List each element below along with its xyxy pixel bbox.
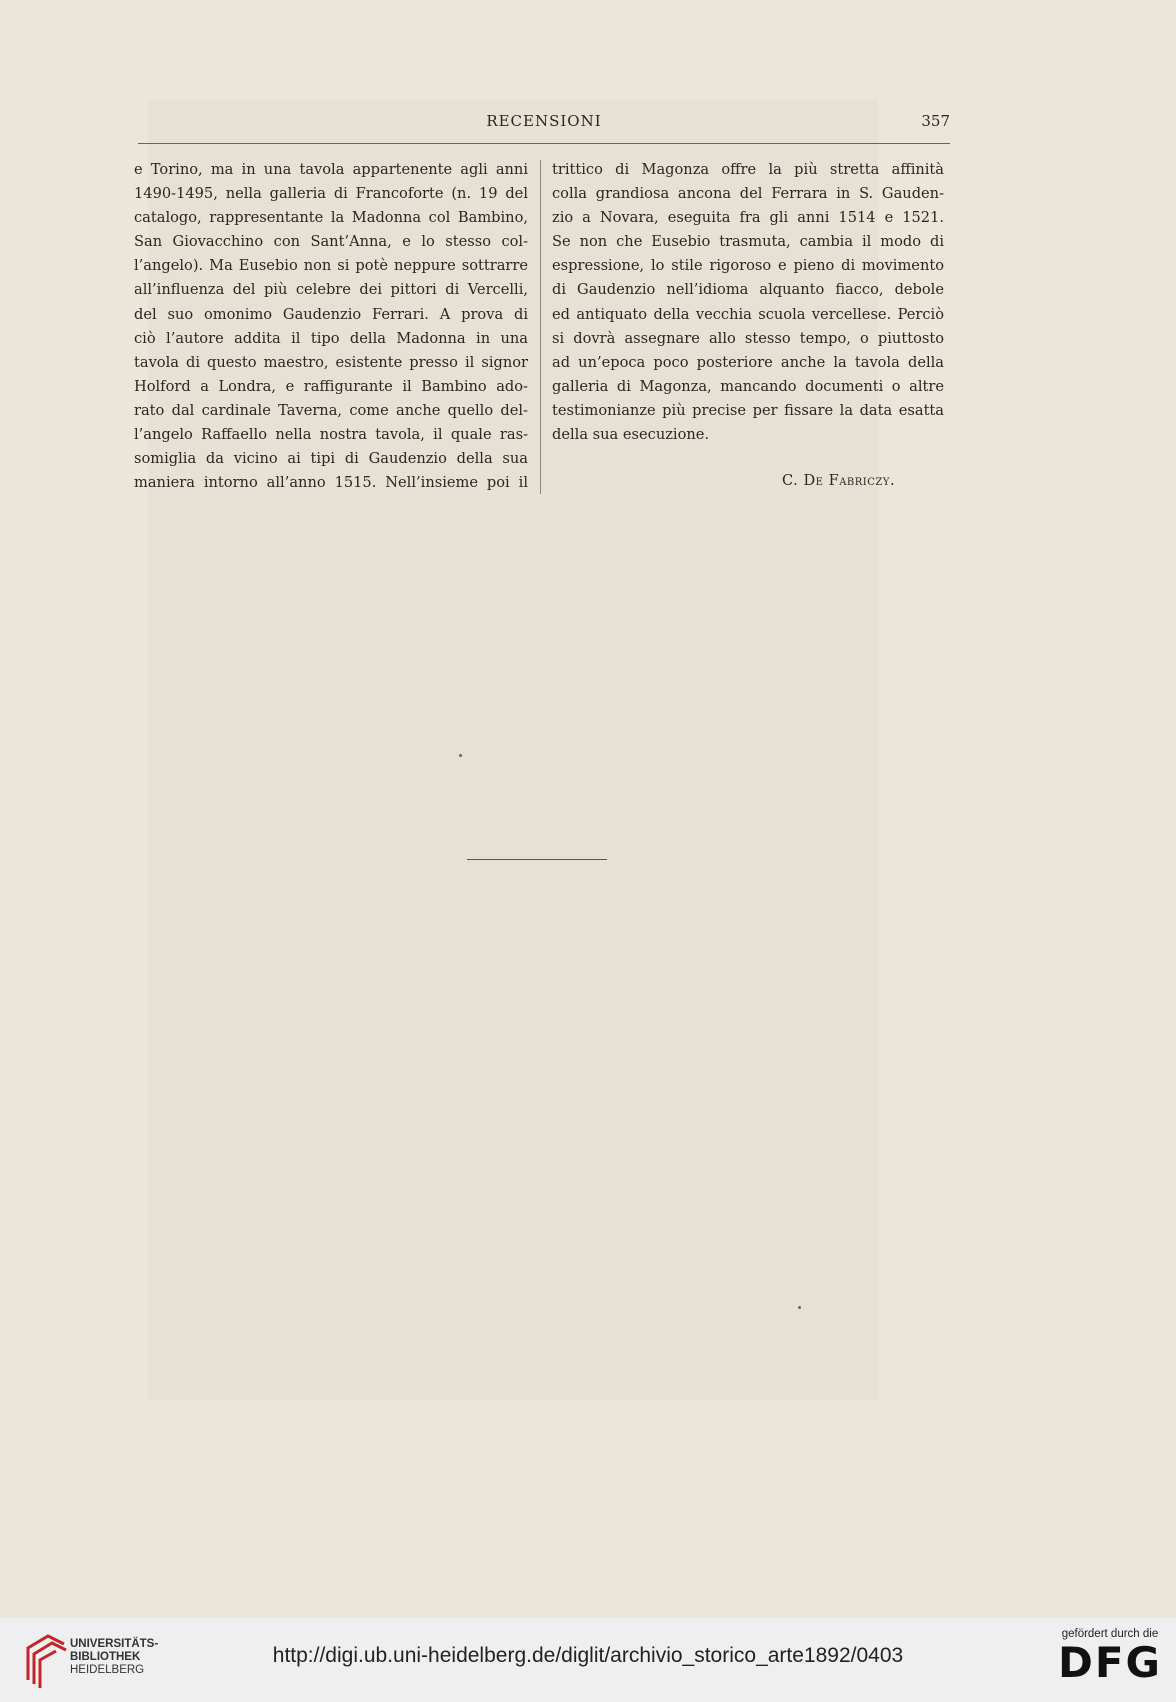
author-signature: [782, 472, 895, 489]
permalink-url[interactable]: http://digi.ub.uni-heidelberg.de/diglit/archivio_storico_arte1892/0403: [272, 1644, 904, 1667]
column-divider: [540, 160, 541, 494]
text-line: galleria di Magonza, mancando documenti o altre: [552, 377, 944, 395]
text-line: e Torino, ma in una tavola appartenente agli anni: [134, 161, 528, 178]
signature-initial: C.: [782, 472, 804, 489]
left-column: [134, 158, 528, 495]
text-line: rato dal cardinale Taverna, come anche quello del-: [134, 401, 528, 419]
text-line: testimonianze più precise per fissare la data esatta: [552, 401, 944, 419]
text-line: del suo omonimo Gaudenzio Ferrari. A prova di: [134, 305, 528, 323]
library-name-line: UNIVERSITÄTS-: [70, 1638, 159, 1650]
scan-speck: [459, 754, 462, 757]
text-line: zio a Novara, eseguita fra gli anni 1514 e 1521.: [552, 209, 944, 227]
text-line: catalogo, rappresentante la Madonna col Bambino,: [134, 209, 528, 227]
text-line: colla grandiosa ancona del Ferrara in S. Gauden-: [552, 185, 944, 203]
digitization-footer: [0, 1618, 1176, 1702]
scan-speck: [798, 1306, 801, 1309]
text-line: di Gaudenzio nell’idioma alquanto fiacco, debole: [552, 281, 944, 299]
library-name-line: BIBLIOTHEK: [70, 1651, 141, 1663]
text-line: 1490-1495, nella galleria di Francoforte (n. 19 del: [134, 185, 528, 203]
text-line: Holford a Londra, e raffigurante il Bambino ado-: [134, 377, 528, 395]
text-line: San Giovacchino con Sant’Anna, e lo stesso col-: [134, 233, 528, 251]
library-name-line: HEIDELBERG: [70, 1664, 145, 1676]
text-line: della sua esecuzione.: [552, 426, 710, 444]
right-column: [552, 158, 944, 447]
text-line: all’influenza del più celebre dei pittori di Vercelli,: [134, 281, 528, 299]
page-number: 357: [921, 112, 950, 130]
header-rule: [138, 143, 950, 144]
funding-caption: gefördert durch die: [1061, 1628, 1159, 1640]
text-line: Se non che Eusebio trasmuta, cambia il modo di: [552, 233, 944, 251]
text-line: l’angelo Raffaello nella nostra tavola, il quale ras-: [134, 426, 528, 444]
text-line: si dovrà assegnare allo stesso tempo, o piuttosto: [552, 329, 944, 347]
text-line: maniera intorno all’anno 1515. Nell’insieme poi il: [134, 474, 528, 492]
text-line: somiglia da vicino ai tipi di Gaudenzio della sua: [134, 450, 528, 468]
dfg-logo-icon: DFG: [1057, 1638, 1162, 1687]
text-line: l’angelo). Ma Eusebio non si potè neppure sottrarre: [134, 257, 528, 275]
page-header: [138, 112, 950, 138]
running-title: RECENSIONI: [486, 112, 602, 130]
text-line: ad un’epoca poco posteriore anche la tavola della: [552, 353, 944, 371]
text-line: ed antiquato della vecchia scuola vercellese. Perciò: [552, 305, 944, 323]
section-end-rule: [467, 859, 607, 860]
funder-block: [1058, 1628, 1162, 1686]
text-line: ciò l’autore addita il tipo della Madonna in una: [134, 329, 528, 347]
text-line: trittico di Magonza offre la più stretta affinità: [552, 161, 944, 178]
signature-name: De Fabriczy.: [803, 472, 896, 489]
text-line: espressione, lo stile rigoroso e pieno di movimento: [552, 257, 944, 275]
text-line: tavola di questo maestro, esistente presso il signor: [134, 353, 528, 371]
